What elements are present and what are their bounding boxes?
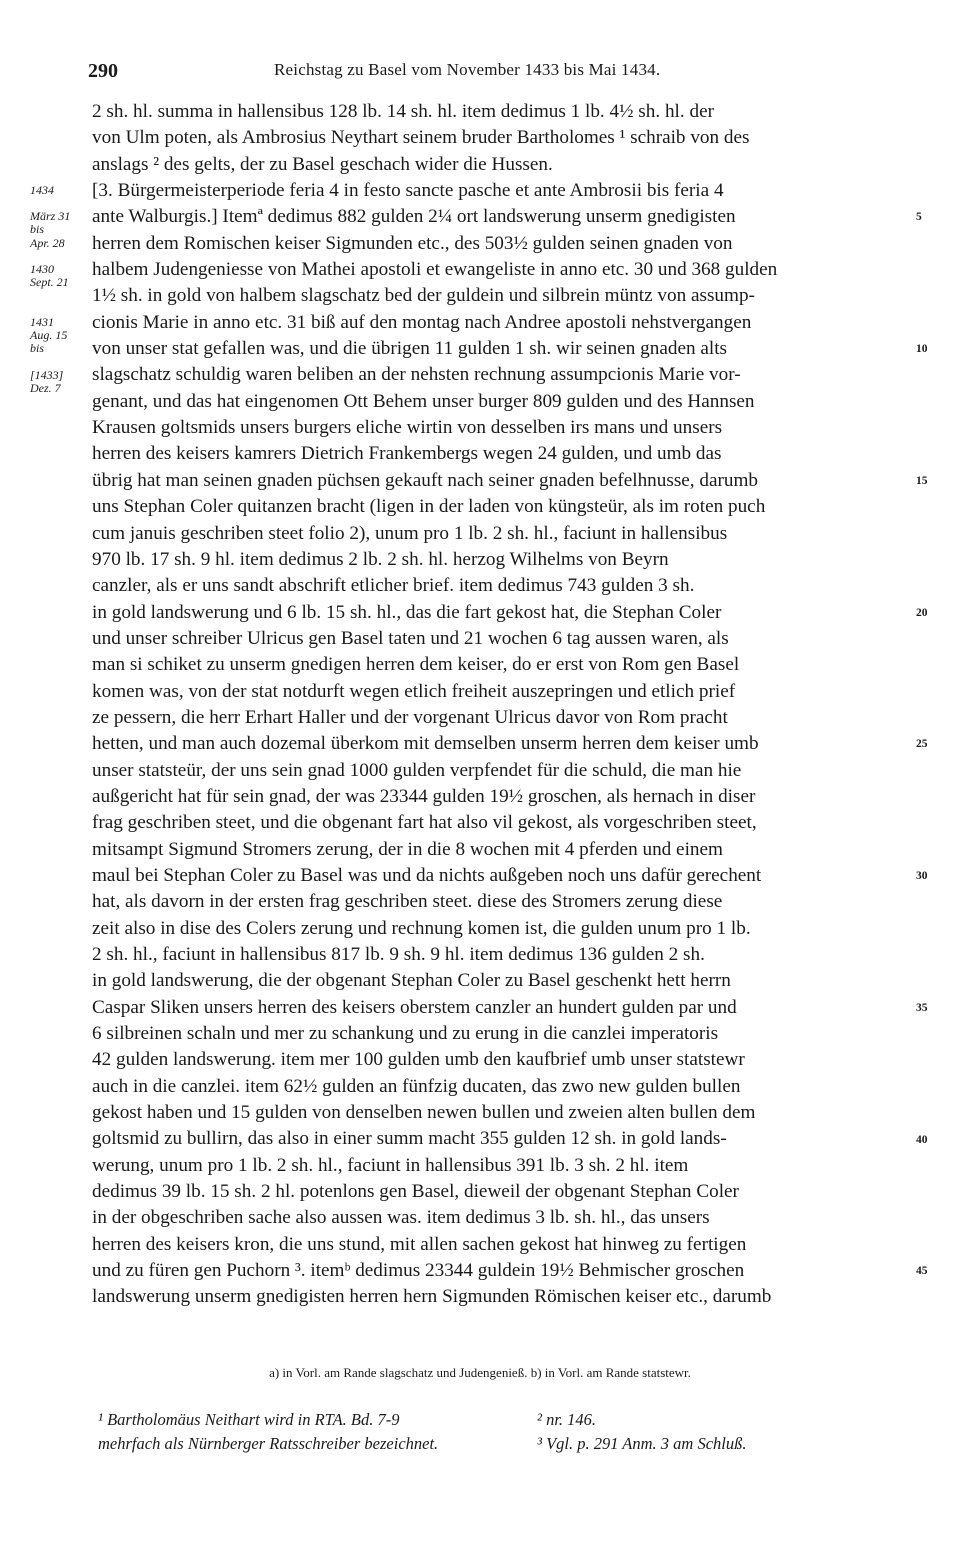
margin-date-line: 1434 [30, 183, 54, 198]
footnote-left [98, 1408, 438, 1456]
footnote-1-line-2: mehrfach als Nürnberger Ratsschreiber bezeichnet. [98, 1434, 439, 1453]
margin-date-line: Aug. 15 [30, 327, 68, 342]
text-line: werung, unum pro 1 lb. 2 sh. hl., faciunt in hallensibus 391 lb. 3 sh. 2 hl. item [92, 1154, 689, 1176]
margin-date [30, 210, 70, 236]
margin-date-line: [1433] [30, 367, 64, 382]
text-line: frag geschriben steet, und die obgenant fart hat also vil gekost, als vorgeschriben steet, [92, 812, 757, 834]
page-number: 290 [88, 60, 118, 82]
margin-date-line: März 31 [30, 209, 71, 224]
margin-date [30, 369, 63, 395]
margin-date [30, 263, 69, 289]
margin-date-line: bis [30, 222, 45, 237]
text-line: canzler, als er uns sandt abschrift etlicher brief. item dedimus 743 gulden 3 sh. [92, 575, 695, 597]
text-line: übrig hat man seinen gnaden püchsen gekauft nach seiner gnaden befelhnusse, darumb [92, 469, 759, 491]
text-line: 970 lb. 17 sh. 9 hl. item dedimus 2 lb. 2 sh. hl. herzog Wilhelms von Beyrn [92, 548, 669, 570]
text-line: uns Stephan Coler quitanzen bracht (ligen in der laden von küngsteür, als im roten puch [92, 496, 766, 518]
text-line: anslags ² des gelts, der zu Basel geschach wider die Hussen. [92, 153, 553, 175]
footnote-2: ² nr. 146. [537, 1410, 597, 1429]
text-line: landswerung unserm gnedigisten herren hern Sigmunden Römischen keiser etc., darumb [92, 1286, 772, 1308]
text-line: cionis Marie in anno etc. 31 biß auf den montag nach Andree apostoli nehstvergangen [92, 311, 752, 333]
text-line: cum januis geschriben steet folio 2), unum pro 1 lb. 2 sh. hl., faciunt in hallensibus [92, 522, 728, 544]
text-line: ze pessern, die herr Erhart Haller und der vorgenant Ulricus davor von Rom pracht [92, 706, 728, 728]
text-line: slagschatz schuldig waren beliben an der nehsten rechnung assumpcionis Marie vor- [92, 364, 741, 386]
text-line: halbem Judengeniesse von Mathei apostoli et ewangeliste in anno etc. 30 und 368 gulden [92, 259, 778, 281]
text-line: unser statsteür, der uns sein gnad 1000 gulden verpfendet für die schuld, die man hie [92, 759, 742, 781]
margin-date [30, 316, 67, 355]
footnote-3: ³ Vgl. p. 291 Anm. 3 am Schluß. [537, 1434, 747, 1453]
margin-date-line: Dez. 7 [30, 380, 61, 395]
text-line: komen was, von der stat notdurft wegen etlich freiheit auszepringen und etlich prief [92, 680, 736, 702]
text-line: in der obgeschriben sache also aussen was. item dedimus 3 lb. sh. hl., das unsers [92, 1207, 710, 1229]
page-header [88, 60, 908, 90]
text-line: hat, als davorn in der ersten frag geschriben steet. diese des Stromers zerung diese [92, 891, 723, 913]
text-line: man si schiket zu unserm gnedigen herren dem keiser, do er erst von Rom gen Basel [92, 654, 740, 676]
footnote-1-line-1: ¹ Bartholomäus Neithart wird in RTA. Bd. 7-9 [98, 1410, 400, 1429]
text-line: in gold landswerung, die der obgenant Stephan Coler zu Basel geschenkt hett herrn [92, 970, 731, 992]
line-number: 25 [916, 738, 928, 751]
text-line: hetten, und man auch dozemal überkom mit demselben unserm herren dem keiser umb [92, 733, 759, 755]
text-line: außgericht hat für sein gnad, der was 23344 gulden 19½ groschen, als hernach in diser [92, 785, 756, 807]
text-line: genant, und das hat eingenomen Ott Behem unser burger 809 gulden und des Hannsen [92, 390, 755, 412]
margin-date-line: Apr. 28 [30, 235, 65, 250]
text-line: mitsampt Sigmund Stromers zerung, der in die 8 wochen mit 4 pferden und einem [92, 838, 723, 860]
line-number: 40 [916, 1133, 928, 1146]
text-line: und zu füren gen Puchorn ³. itemᵇ dedimus 23344 guldein 19½ Behmischer groschen [92, 1260, 745, 1282]
text-line: Caspar Sliken unsers herren des keisers oberstem canzler an hundert gulden par und [92, 996, 737, 1018]
text-line: 42 gulden landswerung. item mer 100 gulden umb den kaufbrief umb unser statstewr [92, 1049, 745, 1071]
margin-date-line: Sept. 21 [30, 275, 69, 290]
line-number: 30 [916, 870, 928, 883]
running-title: Reichstag zu Basel vom November 1433 bis Mai 1434. [274, 60, 661, 79]
text-line: Krausen goltsmids unsers burgers eliche wirtin von desselben irs mans und unsers [92, 417, 723, 439]
text-line: auch in die canzlei. item 62½ gulden an fünfzig ducaten, das zwo new gulden bullen [92, 1075, 741, 1097]
footnote-right [537, 1408, 747, 1456]
text-line: [3. Bürgermeisterperiode feria 4 in festo sancte pasche et ante Ambrosii bis feria 4 [92, 180, 724, 202]
text-line: und unser schreiber Ulricus gen Basel taten und 21 wochen 6 tag aussen waren, als [92, 627, 729, 649]
text-line: herren des keisers kamrers Dietrich Frankembergs wegen 24 gulden, und umb das [92, 443, 722, 465]
text-line: 2 sh. hl. summa in hallensibus 128 lb. 14 sh. hl. item dedimus 1 lb. 4½ sh. hl. der [92, 101, 714, 122]
margin-date-line: 1430 [30, 262, 54, 277]
text-line: goltsmid zu bullirn, das also in einer summ macht 355 gulden 12 sh. in gold lands- [92, 1128, 727, 1150]
line-number: 45 [916, 1265, 928, 1278]
text-line: in gold landswerung und 6 lb. 15 sh. hl., das die fart gekost hat, die Stephan Coler [92, 601, 722, 623]
text-line: zeit also in dise des Colers zerung und rechnung komen ist, die gulden unum pro 1 lb. [92, 917, 751, 939]
text-line: ante Walburgis.] Itemª dedimus 882 gulden 2¼ ort landswerung unserm gnedigisten [92, 206, 736, 228]
text-line: maul bei Stephan Coler zu Basel was und da nichts außgeben noch uns dafür gerechent [92, 864, 762, 886]
margin-date-line: 1431 [30, 314, 54, 329]
variant-footnote: a) in Vorl. am Rande slagschatz und Judengenieß. b) in Vorl. am Rande statstewr. [269, 1365, 691, 1380]
margin-date [30, 184, 54, 197]
text-line: 1½ sh. in gold von halbem slagschatz bed der guldein und silbrein müntz von assump- [92, 285, 755, 307]
line-number: 15 [916, 474, 928, 487]
text-line: 6 silbreinen schaln und mer zu schankung und zu erung in die canzlei imperatoris [92, 1023, 719, 1045]
text-line: dedimus 39 lb. 15 sh. 2 hl. potenlons gen Basel, dieweil der obgenant Stephan Coler [92, 1181, 739, 1203]
text-line: 2 sh. hl., faciunt in hallensibus 817 lb. 9 sh. 9 hl. item dedimus 136 gulden 2 sh. [92, 944, 705, 965]
text-line: von Ulm poten, als Ambrosius Neythart seinem bruder Bartholomes ¹ schraib von des [92, 127, 750, 149]
margin-date-line: bis [30, 340, 45, 355]
line-number: 5 [916, 211, 922, 224]
main-text [92, 99, 910, 1311]
text-line: herren dem Romischen keiser Sigmunden etc., des 503½ gulden seinen gnaden von [92, 232, 733, 254]
text-line: herren des keisers kron, die uns stund, mit allen sachen gekost hat hinweg zu fertigen [92, 1233, 747, 1255]
text-line: gekost haben und 15 gulden von denselben newen bullen und zweien alten bullen dem [92, 1102, 756, 1124]
text-line: von unser stat gefallen was, und die übrigen 11 gulden 1 sh. wir seinen gnaden alts [92, 338, 727, 360]
line-number: 35 [916, 1001, 928, 1014]
line-number: 20 [916, 606, 928, 619]
line-number: 10 [916, 343, 928, 356]
margin-date [30, 237, 65, 250]
